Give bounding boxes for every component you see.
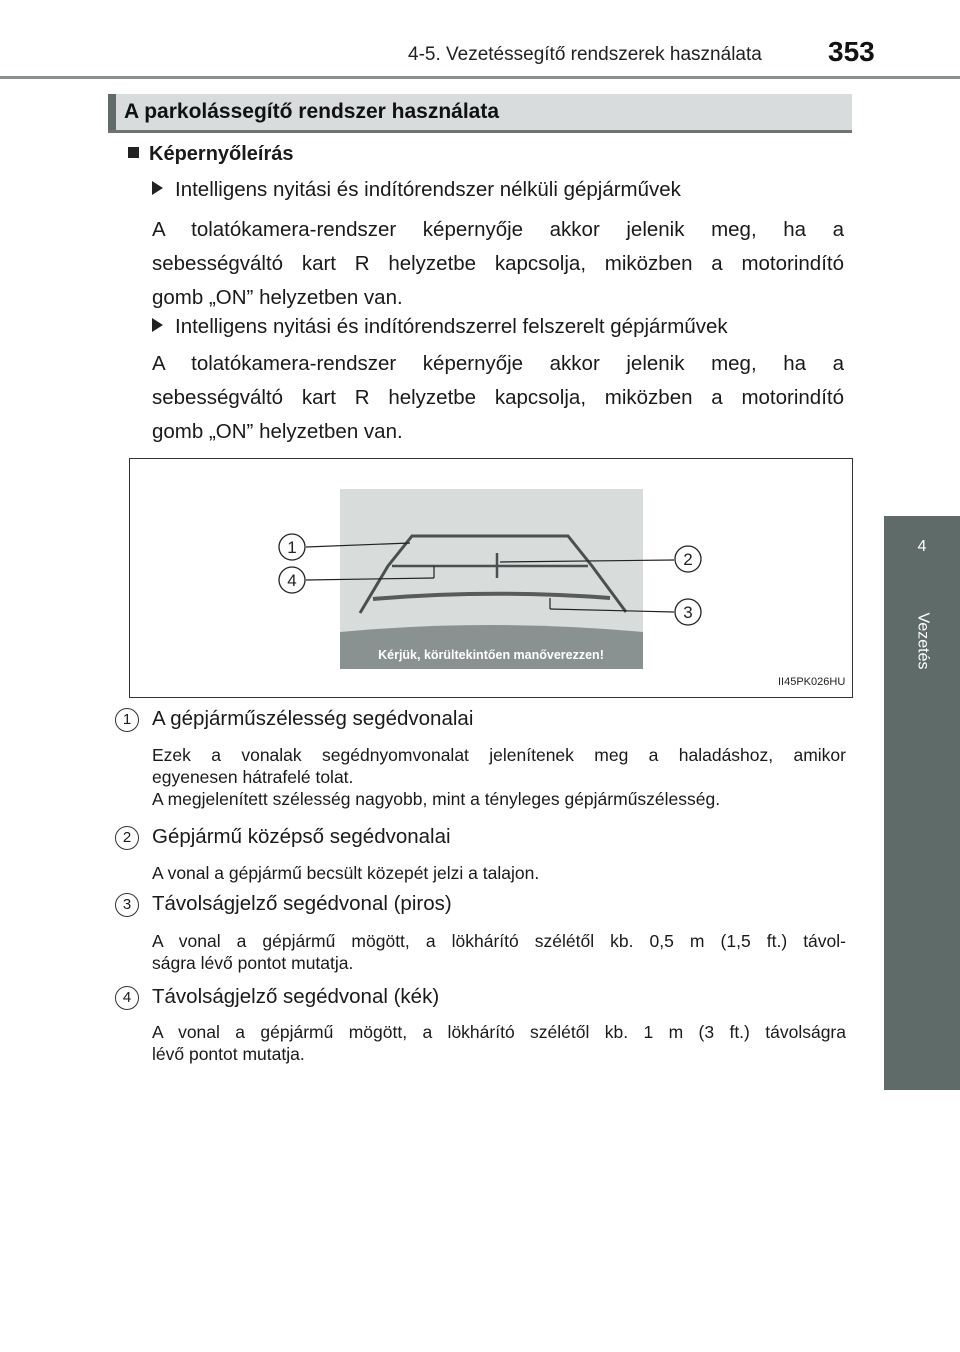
callout-number: 4 [287, 571, 297, 590]
callout-number: 2 [683, 550, 693, 569]
item-description: A vonal a gépjármű mögött, a lökhárító szélétől kb. 1 m (3 ft.) távolságra lévő pontot mutatja. [152, 1022, 846, 1064]
item-title: Távolságjelző segédvonal (piros) [152, 892, 452, 915]
item-title: Távolságjelző segédvonal (kék) [152, 985, 440, 1008]
section-title: A parkolássegítő rendszer használata [124, 100, 500, 123]
bullet-heading: Intelligens nyitási és indítórendszerrel felszerelt gépjárművek [152, 315, 728, 339]
item-title: Gépjármű középső segédvonalai [152, 825, 451, 848]
screen-bottom-band [340, 625, 643, 669]
item-number-badge: 4 [115, 986, 139, 1010]
figure-code: II45PK026HU [778, 676, 846, 688]
item-number-badge: 3 [115, 893, 139, 917]
item-description: Ezek a vonalak segédnyomvonalat jelenítenek meg a haladáshoz, amikor egyenesen hátrafelé tolat. A megjelenített szélesség nagyobb, mint a tényleges gépjárműszélesség. [152, 745, 846, 809]
side-tab-label: Vezetés [914, 612, 931, 670]
item-title: A gépjárműszélesség segédvonalai [152, 707, 474, 730]
subheading: Képernyőleírás [128, 143, 294, 166]
bullet-heading: Intelligens nyitási és indítórendszer nélküli gépjárművek [152, 178, 681, 202]
callout-number: 1 [287, 538, 297, 557]
paragraph: A tolatókamera-rendszer képernyője akkor jelenik meg, ha a sebességváltó kart R helyzetbe kapcsolja, miközben a motorindító gomb „ON” helyzetben van. [152, 218, 844, 309]
item-number-badge: 1 [115, 708, 139, 732]
item-description: A vonal a gépjármű mögött, a lökhárító szélétől kb. 0,5 m (1,5 ft.) távol- ságra lévő pontot mutatja. [152, 931, 846, 973]
callout-number: 3 [683, 603, 693, 622]
side-tab-number: 4 [917, 538, 927, 555]
item-number-badge: 2 [115, 826, 139, 850]
header-chapter-title: 4-5. Vezetéssegítő rendszerek használata [408, 44, 762, 65]
page-number: 353 [828, 36, 875, 67]
item-description: A vonal a gépjármű becsült közepét jelzi a talajon. [152, 863, 540, 883]
screen-message: Kérjük, körültekintően manőverezzen! [378, 648, 604, 662]
paragraph: A tolatókamera-rendszer képernyője akkor jelenik meg, ha a sebességváltó kart R helyzetbe kapcsolja, miközben a motorindító gomb „ON” helyzetben van. [152, 352, 844, 443]
